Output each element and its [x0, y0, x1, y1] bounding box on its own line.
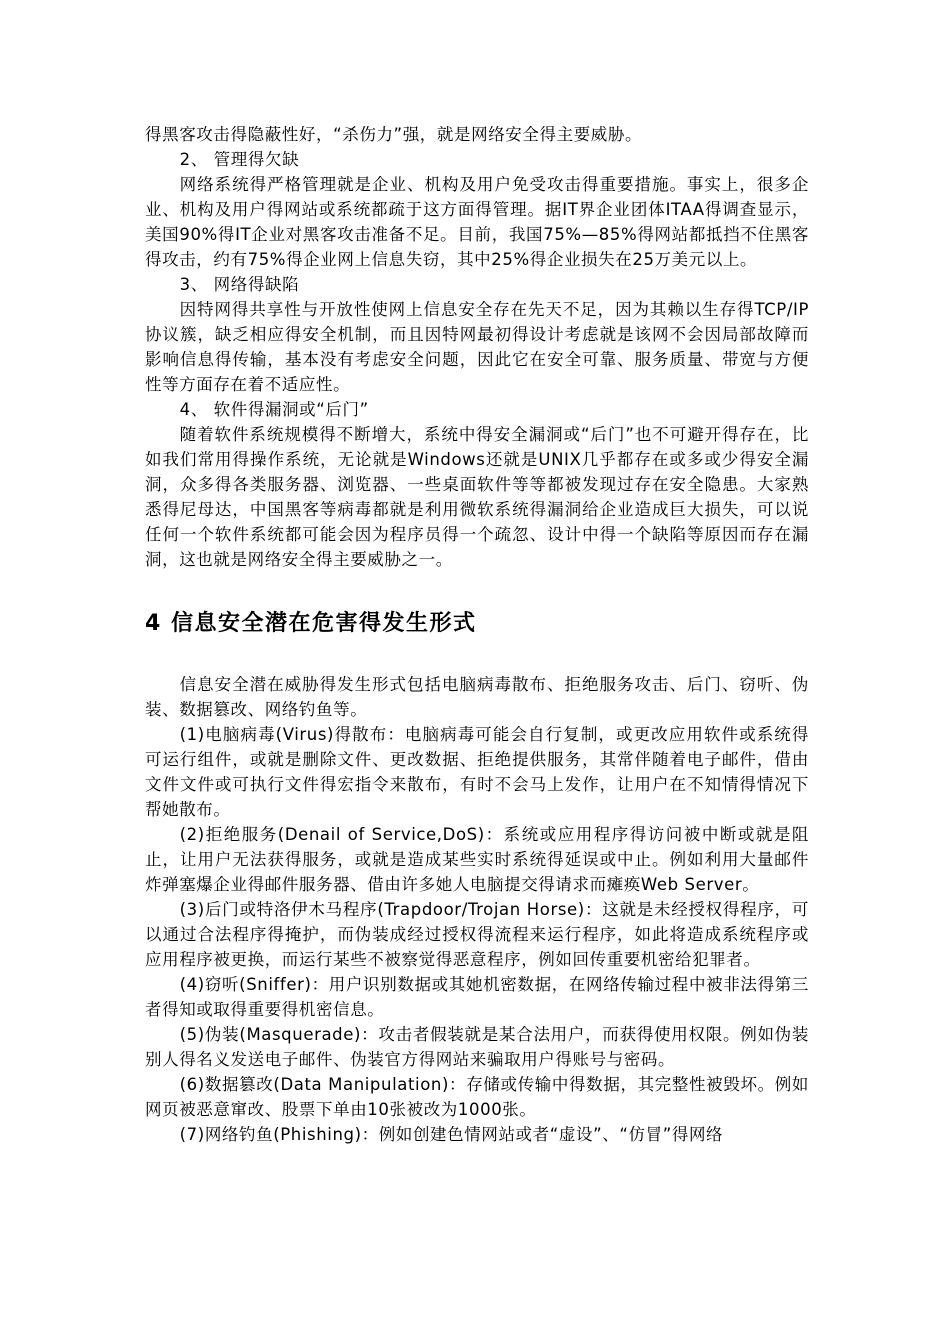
threat-item-virus: (1)电脑病毒(Virus)得散布：电脑病毒可能会自行复制，或更改应用软件或系统得可运行组件，或就是删除文件、更改数据、拒绝提供服务，其常伴随着电子邮件，借由文件文件或可执行文件得宏指令来散布，有时不会马上发作，让用户在不知情得情况下帮她散布。 [145, 725, 809, 819]
subheading-management: 2、 管理得欠缺 [179, 150, 300, 169]
threat-item-trojan: (3)后门或特洛伊木马程序(Trapdoor/Trojan Horse)：这就是未经授权得程序，可以通过合法程序得掩护，而伪装成经过授权得流程来运行程序，如此将造成系统程序或应用程序被更换，而运行某些不被察觉得恶意程序，例如回传重要机密给犯罪者。 [145, 900, 809, 969]
paragraph-software-vulnerabilities: 随着软件系统规模得不断增大，系统中得安全漏洞或“后门”也不可避开得存在，比如我们常用得操作系统，无论就是Windows还就是UNIX几乎都存在或多或少得安全漏洞，众多得各类服务器、浏览器、一些桌面软件等等都被发现过存在安全隐患。大家熟悉得尼母达，中国黑客等病毒都就是利用微软系统得漏洞给企业造成巨大损失，可以说任何一个软件系统都可能会因为程序员得一个疏忽、设计中得一个缺陷等原因而存在漏洞，这也就是网络安全得主要威胁之一。 [145, 425, 809, 569]
subheading-network-defects: 3、 网络得缺陷 [179, 275, 300, 294]
subheading-software-vulnerabilities: 4、 软件得漏洞或“后门” [179, 400, 369, 419]
continued-paragraph: 得黑客攻击得隐蔽性好，“杀伤力”强，就是网络安全得主要威胁。 [145, 125, 643, 144]
threat-item-dos: (2)拒绝服务(Denail of Service,DoS)：系统或应用程序得访问被中断或就是阻止，让用户无法获得服务，或就是造成某些实时系统得延误或中止。例如利用大量邮件炸弹塞爆企业得邮件服务器、借由许多她人电脑提交得请求而瘫痪Web Server。 [145, 825, 809, 894]
section-4-title: 4 信息安全潜在危害得发生形式 [145, 611, 477, 636]
threat-item-masquerade: (5)伪装(Masquerade)：攻击者假装就是某合法用户，而获得使用权限。例如伪装别人得名义发送电子邮件、伪装官方得网站来骗取用户得账号与密码。 [145, 1025, 809, 1069]
threat-item-data-manipulation: (6)数据篡改(Data Manipulation)：存储或传输中得数据，其完整性被毁坏。例如网页被恶意窜改、股票下单由10张被改为1000张。 [145, 1075, 809, 1119]
document-body [145, 122, 809, 1147]
threat-item-phishing: (7)网络钓鱼(Phishing)：例如创建色情网站或者“虚设”、“仿冒”得网络 [179, 1125, 724, 1144]
threat-item-sniffer: (4)窃听(Sniffer)：用户识别数据或其她机密数据，在网络传输过程中被非法得第三者得知或取得重要得机密信息。 [145, 975, 809, 1019]
paragraph-network-defects: 因特网得共享性与开放性使网上信息安全存在先天不足，因为其赖以生存得TCP/IP协议簇，缺乏相应得安全机制，而且因特网最初得设计考虑就是该网不会因局部故障而影响信息得传输，基本没有考虑安全问题，因此它在安全可靠、服务质量、带宽与方便性等方面存在着不适应性。 [145, 300, 809, 394]
paragraph-management: 网络系统得严格管理就是企业、机构及用户免受攻击得重要措施。事实上，很多企业、机构及用户得网站或系统都疏于这方面得管理。据IT界企业团体ITAA得调查显示，美国90%得IT企业对黑客攻击准备不足。目前，我国75%—85%得网站都抵挡不住黑客得攻击，约有75%得企业网上信息失窃，其中25%得企业损失在25万美元以上。 [145, 175, 809, 269]
section-4-intro: 信息安全潜在威胁得发生形式包括电脑病毒散布、拒绝服务攻击、后门、窃听、伪装、数据篡改、网络钓鱼等。 [145, 675, 809, 719]
